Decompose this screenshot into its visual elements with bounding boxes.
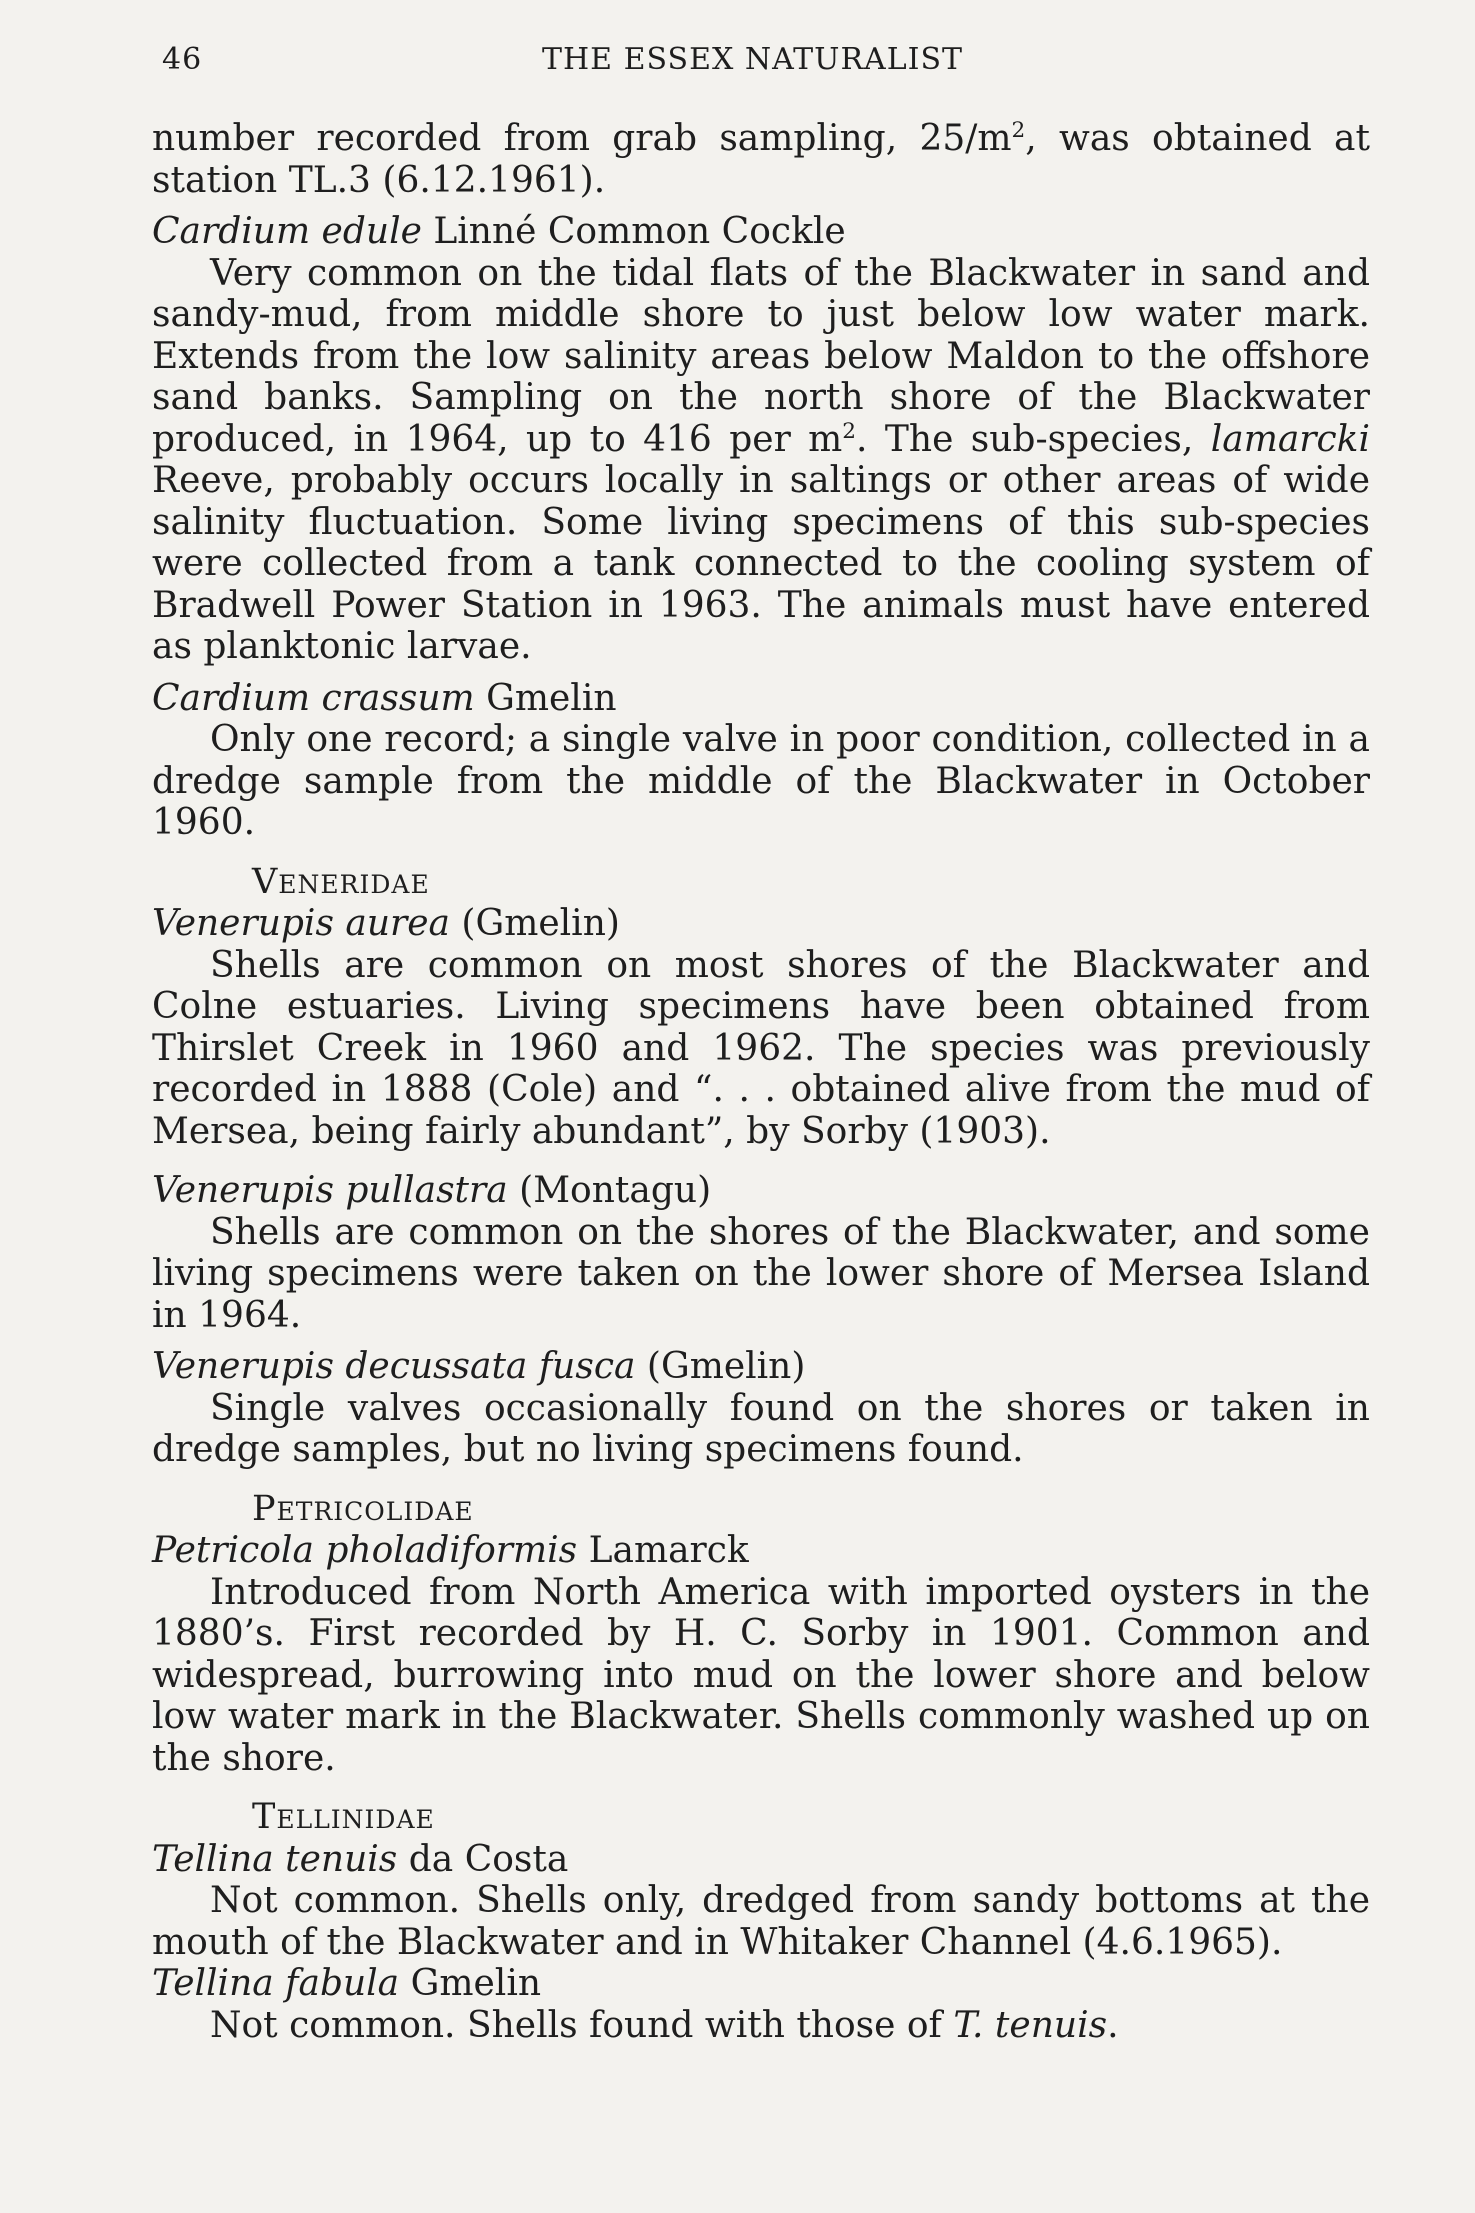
species-name: Cardium edule <box>152 211 422 252</box>
species-name: Cardium crassum <box>152 677 475 719</box>
species-heading-cardium-edule <box>152 211 1370 253</box>
species-name: Venerupis pullastra <box>152 1170 508 1211</box>
family-heading-veneridae: Veneridae <box>252 861 430 902</box>
species-description-petricola: Introduced from North America with imported oysters in the 1880’s. First recorded by H. C. Sorby in 1901. Common and widespread, burrowing into mud on the lower shore and below low water mark in the Blackwater. Shells commonly washed up on the shore. <box>152 1571 1370 1779</box>
species-description-tellina-fabula <box>152 2005 1370 2047</box>
intro-paragraph <box>152 118 1370 201</box>
species-heading-venerupis-decussata <box>152 1346 1370 1388</box>
species-authority: da Costa <box>397 1838 569 1880</box>
running-title: THE ESSEX NATURALIST <box>542 42 964 77</box>
species-description-venerupis-decussata: Single valves occasionally found on the shores or taken in dredge samples, but no living specimens found. <box>152 1387 1370 1470</box>
species-authority: Linné Common Cockle <box>421 211 846 252</box>
species-heading-venerupis-aurea <box>152 903 1370 945</box>
species-description-tellina-tenuis: Not common. Shells only, dredged from sandy bottoms at the mouth of the Blackwater and in Whitaker Channel (4.6.1965). <box>152 1880 1370 1963</box>
intro-text: number recorded from grab sampling, 25/m <box>152 118 1012 159</box>
species-authority: Gmelin <box>399 1963 542 2004</box>
family-heading-tellinidae: Tellinidae <box>252 1797 435 1837</box>
species-description-venerupis-pullastra: Shells are common on the shores of the Blackwater, and some living specimens were taken on the lower shore of Mersea Island in 1964. <box>152 1211 1370 1336</box>
species-heading-petricola <box>152 1530 1370 1572</box>
species-heading-venerupis-pullastra <box>152 1170 1370 1212</box>
species-name: Tellina fabula <box>152 1963 400 2004</box>
species-authority: (Montagu) <box>507 1170 712 1211</box>
species-heading-tellina-fabula <box>152 1963 1370 2005</box>
family-heading-petricolidae: Petricolidae <box>252 1488 474 1529</box>
species-name: Venerupis aurea <box>152 903 450 944</box>
species-authority: (Gmelin) <box>635 1346 806 1387</box>
species-heading-tellina-tenuis <box>152 1839 1370 1881</box>
species-authority: Gmelin <box>474 677 617 719</box>
species-authority: Lamarck <box>577 1530 749 1571</box>
desc-text: Very common on the tidal flats of the Blackwater in sand and sandy-mud, from middle shore to just below low water mark. Extends from the low salinity areas below Maldon to the offshore sand banks. Sampling on the north shore of the Blackwater produced, in 1964, up to 416 per m <box>152 252 1370 460</box>
species-description-cardium-edule <box>152 253 1370 668</box>
desc-text-end: Reeve, probably occurs locally in saltings or other areas of wide salinity fluctuation. Some living specimens of this sub-species were collected from a tank connected to the cooling system of Bradwell Power Station in 1963. The animals must have entered as planktonic larvae. <box>152 460 1370 667</box>
desc-italic: T. tenuis <box>953 2004 1108 2046</box>
species-authority: (Gmelin) <box>449 903 620 944</box>
species-name: Venerupis decussata fusca <box>152 1346 636 1387</box>
species-heading-cardium-crassum <box>152 678 1370 720</box>
species-description-cardium-crassum: Only one record; a single valve in poor condition, collected in a dredge sample from the middle of the Blackwater in October 1960. <box>152 719 1370 843</box>
page-number: 46 <box>162 42 203 77</box>
species-name: Petricola pholadiformis <box>152 1530 578 1571</box>
desc-superscript: 2 <box>842 418 857 444</box>
desc-text-mid: . The sub-species, <box>856 418 1211 460</box>
intro-superscript: 2 <box>1011 118 1026 143</box>
species-description-venerupis-aurea: Shells are common on most shores of the Blackwater and Colne estuaries. Living specimens have been obtained from Thirslet Creek in 1960 and 1962. The species was previously recorded in 1888 (Cole) and “. . . obtained alive from the mud of Mersea, being fairly abundant”, by Sorby (1903). <box>152 944 1370 1152</box>
article-body <box>152 118 1370 2046</box>
desc-italic: lamarcki <box>1210 418 1370 460</box>
intro-text-end: , was obtained at station TL.3 (6.12.1961). <box>152 118 1370 201</box>
species-name: Tellina tenuis <box>152 1838 398 1880</box>
desc-text-end: . <box>1107 2004 1119 2046</box>
desc-text: Not common. Shells found with those of <box>210 2004 954 2046</box>
